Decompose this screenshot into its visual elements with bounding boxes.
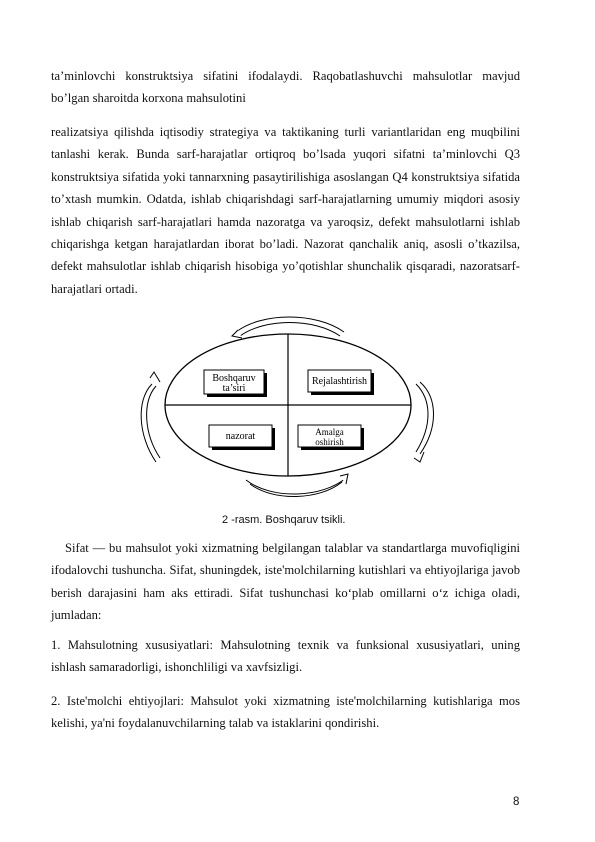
box-nazorat-label: nazorat [225,431,256,442]
paragraph-2: realizatsiya qilishda iqtisodiy strategiya va taktikaning turli variantlaridan eng muqbilini tanlashi kerak. Bunda sarf-harajatlar ortiqroq bo’lsada yuqori sifatni ta’minlovchi Q3 konstruktsiya sifatida yoki tannarxning pasaytirilishiga asoslangan Q4 konstruktsiya sifatida to’xtash mumkin. Odatda, ishlab chiqarishdagi sarf-harajatlarning umumiy miqdori asosiy ishlab chiqarish sarf-harajatlari hamda nazoratga va yaroqsiz, defekt mahsulotlarni ishlab chiqarishga ketgan harajatlardan iborat bo’ladi. Nazorat qanchalik aniq, asosli o’tkazilsa, defekt mahsulotlar ishlab chiqarish hisobiga yo’qotishlar shunchalik qisqaradi, nazoratsarf-harajatlari ortadi. [51,125,520,296]
cycle-arrow-right [414,382,434,462]
figure-caption: 2 -rasm. Boshqaruv tsikli. [222,514,346,526]
box-nazorat [209,425,275,450]
page-number: 8 [513,796,520,808]
box-boshqaruv-tasiri-line1: Boshqaruv [212,373,256,384]
box-boshqaruv-tasiri-line2: ta’siri [222,383,246,394]
paragraph-4: 1. Mahsulotning xususiyatlari: Mahsulotning texnik va funksional xususiyatlari, uning ishlash samaradorligi, ishonchliligi va xavfsizligi. [51,638,520,675]
cycle-arrow-bottom [246,474,348,497]
box-boshqaruv-tasiri [204,370,267,397]
paragraph-3: Sifat — bu mahsulot yoki xizmatning belgilangan talablar va standartlarga muvofiqligini ifodalovchi tushuncha. Sifat, shuningdek, iste'molchilarning kutishlari va ehtiyojlariga javob berish darajasini ham aks ettiradi. Sifat tushunchasi ko‘plab omillarni o‘z ichiga oladi, jumladan: [51,541,520,623]
box-amalga-oshirish [298,425,364,450]
box-rejalashtirish [308,370,374,395]
box-rejalashtirish-label: Rejalashtirish [312,376,367,387]
cycle-arrow-left [141,372,160,462]
paragraph-5: 2. Iste'molchi ehtiyojlari: Mahsulot yoki xizmatning iste'molchilarning kutishlariga mos kelishi, ya'ni foydalanuvchilarning talab va istaklarini qondirishi. [51,694,520,731]
box-amalga-oshirish-line2: oshirish [315,437,344,447]
paragraph-1: ta’minlovchi konstruktsiya sifatini ifodalaydi. Raqobatlashuvchi mahsulotlar mavjud bo’lgan sharoitda korxona mahsulotini [51,69,520,106]
box-amalga-oshirish-line1: Amalga [315,427,344,437]
